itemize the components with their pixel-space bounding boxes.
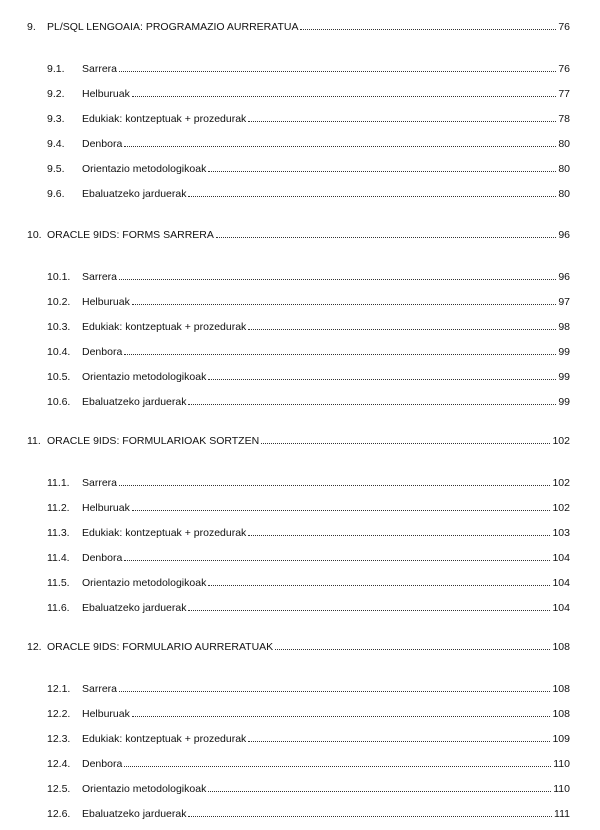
toc-entry-number: 10.1. [47,271,71,283]
toc-entry-number: 11.6. [47,602,70,614]
toc-dot-leader [248,329,556,330]
toc-entry-title: Sarrera [82,683,118,695]
toc-page-number: 80 [558,138,570,150]
toc-page-number: 103 [552,527,570,539]
toc-entry-title: ORACLE 9IDS: FORMS SARRERA [47,229,214,241]
toc-page-number: 108 [552,708,570,720]
toc-section-entry[interactable] [0,732,600,746]
toc-entry-title: Edukiak: kontzeptuak + prozedurak [82,527,247,539]
toc-section-entry[interactable] [0,395,600,409]
toc-dot-leader [261,443,550,444]
toc-entry-title: Denbora [82,138,123,150]
toc-chapter-entry[interactable] [0,20,600,34]
toc-dot-leader [208,379,556,380]
toc-dot-leader [300,29,556,30]
toc-page-number: 98 [558,321,570,333]
toc-dot-leader [119,279,556,280]
toc-section-entry[interactable] [0,682,600,696]
toc-entry-number: 10.6. [47,396,71,408]
toc-dot-leader [208,791,551,792]
toc-dot-leader [132,716,550,717]
toc-entry-title: PL/SQL LENGOAIA: PROGRAMAZIO AURRERATUA [47,21,299,33]
toc-entry-number: 10. [27,229,42,241]
toc-dot-leader [132,510,550,511]
toc-section-entry[interactable] [0,137,600,151]
toc-page-number: 110 [553,783,570,795]
toc-entry-title: ORACLE 9IDS: FORMULARIOAK SORTZEN [47,435,260,447]
toc-page-number: 80 [558,163,570,175]
toc-section-entry[interactable] [0,782,600,796]
toc-entry-title: Ebaluatzeko jarduerak [82,396,187,408]
toc-dot-leader [124,560,550,561]
toc-entry-title: Denbora [82,346,123,358]
toc-page-number: 77 [558,88,570,100]
toc-section-entry[interactable] [0,601,600,615]
toc-entry-title: Denbora [82,552,123,564]
toc-entry-title: Edukiak: kontzeptuak + prozedurak [82,113,247,125]
toc-page-number: 102 [552,477,570,489]
toc-entry-title: Sarrera [82,477,118,489]
toc-dot-leader [248,535,550,536]
toc-chapter-entry[interactable] [0,434,600,448]
toc-page-number: 80 [558,188,570,200]
toc-entry-number: 12.6. [47,808,71,820]
toc-page-number: 104 [552,552,570,564]
toc-section-entry[interactable] [0,707,600,721]
toc-page-number: 99 [558,346,570,358]
toc-section-entry[interactable] [0,187,600,201]
toc-page-number: 111 [554,808,570,820]
toc-entry-number: 10.2. [47,296,71,308]
toc-entry-number: 9.6. [47,188,65,200]
toc-entry-number: 11.3. [47,527,70,539]
toc-entry-number: 11.5. [47,577,70,589]
toc-section-entry[interactable] [0,62,600,76]
toc-page-number: 108 [552,683,570,695]
toc-page-number: 99 [558,396,570,408]
toc-entry-title: Helburuak [82,708,130,720]
toc-section-entry[interactable] [0,576,600,590]
toc-dot-leader [124,354,556,355]
toc-entry-number: 10.4. [47,346,71,358]
toc-chapter-entry[interactable] [0,228,600,242]
toc-dot-leader [208,585,550,586]
toc-page-number: 99 [558,371,570,383]
toc-entry-number: 10.3. [47,321,71,333]
toc-entry-number: 12.5. [47,783,71,795]
toc-entry-number: 9. [27,21,36,33]
toc-entry-title: Sarrera [82,63,118,75]
toc-page-number: 96 [558,271,570,283]
toc-entry-title: Orientazio metodologikoak [82,783,207,795]
toc-page-number: 104 [552,577,570,589]
toc-entry-title: Orientazio metodologikoak [82,577,207,589]
toc-page-number: 96 [558,229,570,241]
toc-entry-title: Sarrera [82,271,118,283]
toc-section-entry[interactable] [0,526,600,540]
toc-section-entry[interactable] [0,807,600,821]
toc-section-entry[interactable] [0,501,600,515]
toc-page-number: 76 [558,21,570,33]
toc-dot-leader [248,121,556,122]
toc-entry-number: 9.1. [47,63,65,75]
toc-dot-leader [248,741,550,742]
toc-entry-title: Ebaluatzeko jarduerak [82,602,187,614]
toc-entry-title: Edukiak: kontzeptuak + prozedurak [82,733,247,745]
toc-page-number: 97 [558,296,570,308]
toc-entry-number: 12.4. [47,758,71,770]
toc-entry-number: 11.2. [47,502,70,514]
toc-entry-number: 11.1. [47,477,70,489]
toc-page-number: 108 [552,641,570,653]
toc-page-number: 78 [558,113,570,125]
toc-entry-title: Helburuak [82,502,130,514]
toc-page-number: 102 [552,435,570,447]
toc-entry-number: 12.2. [47,708,71,720]
toc-page-number: 102 [552,502,570,514]
toc-dot-leader [208,171,556,172]
toc-entry-title: Ebaluatzeko jarduerak [82,188,187,200]
toc-dot-leader [188,404,556,405]
toc-entry-number: 12.3. [47,733,71,745]
toc-page-number: 109 [552,733,570,745]
toc-dot-leader [275,649,550,650]
toc-section-entry[interactable] [0,551,600,565]
toc-dot-leader [124,766,551,767]
toc-section-entry[interactable] [0,345,600,359]
toc-entry-title: Helburuak [82,296,130,308]
toc-section-entry[interactable] [0,87,600,101]
toc-section-entry[interactable] [0,295,600,309]
toc-entry-number: 12. [27,641,42,653]
toc-dot-leader [119,485,550,486]
toc-entry-title: ORACLE 9IDS: FORMULARIO AURRERATUAK [47,641,274,653]
toc-chapter-entry[interactable] [0,640,600,654]
toc-entry-number: 9.5. [47,163,65,175]
toc-dot-leader [216,237,556,238]
toc-entry-title: Helburuak [82,88,130,100]
toc-entry-number: 12.1. [47,683,71,695]
toc-dot-leader [188,816,552,817]
toc-dot-leader [188,196,556,197]
toc-entry-title: Edukiak: kontzeptuak + prozedurak [82,321,247,333]
toc-section-entry[interactable] [0,270,600,284]
toc-dot-leader [124,146,556,147]
toc-section-entry[interactable] [0,476,600,490]
toc-dot-leader [132,96,556,97]
toc-page-number: 110 [553,758,570,770]
toc-section-entry[interactable] [0,320,600,334]
toc-section-entry[interactable] [0,162,600,176]
toc-section-entry[interactable] [0,370,600,384]
toc-entry-title: Denbora [82,758,123,770]
toc-entry-title: Ebaluatzeko jarduerak [82,808,187,820]
toc-entry-number: 11.4. [47,552,70,564]
toc-dot-leader [132,304,556,305]
toc-page-number: 104 [552,602,570,614]
toc-dot-leader [119,691,550,692]
toc-entry-title: Orientazio metodologikoak [82,163,207,175]
toc-entry-number: 10.5. [47,371,71,383]
toc-dot-leader [119,71,556,72]
toc-entry-number: 11. [27,435,41,447]
toc-dot-leader [188,610,550,611]
toc-entry-number: 9.4. [47,138,65,150]
toc-section-entry[interactable] [0,112,600,126]
toc-entry-title: Orientazio metodologikoak [82,371,207,383]
toc-entry-number: 9.2. [47,88,65,100]
toc-page-number: 76 [558,63,570,75]
toc-entry-number: 9.3. [47,113,65,125]
toc-section-entry[interactable] [0,757,600,771]
